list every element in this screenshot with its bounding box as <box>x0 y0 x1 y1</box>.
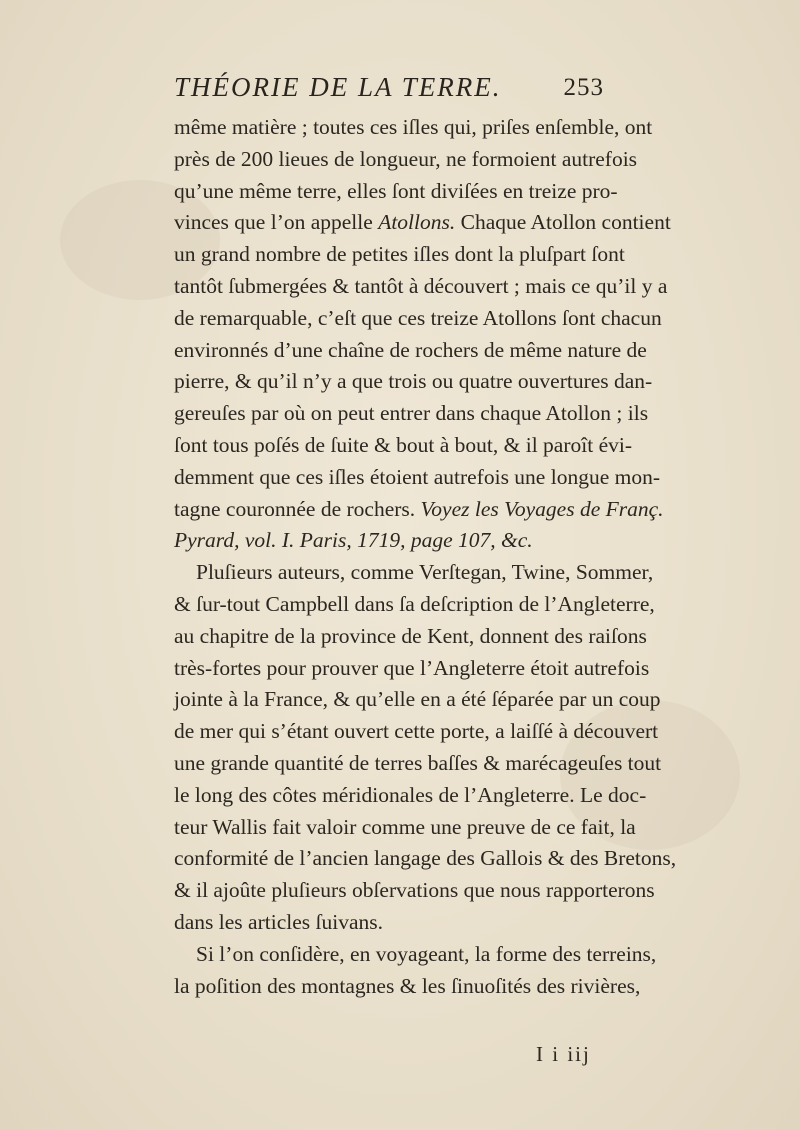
text-line: demment que ces iſles étoient autrefois une longue mon- <box>174 464 660 489</box>
text-line: de mer qui s’étant ouvert cette porte, a laiſſé à découvert <box>174 719 659 744</box>
text-line: & ſur-tout Campbell dans ſa deſcription de l’Angleterre, <box>174 591 655 616</box>
text-line: tantôt ſubmergées & tantôt à découvert ; mais ce qu’il y a <box>174 273 668 298</box>
reference-line: Pyrard, vol. I. Paris, 1719, page 107, &c. <box>174 528 533 553</box>
text-line: & il ajoûte pluſieurs obſervations que nous rapporterons <box>174 878 655 903</box>
text-line <box>174 207 671 239</box>
text-line: teur Wallis fait valoir comme une preuve de ce fait, la <box>174 814 636 839</box>
text-line: ſont tous poſés de ſuite & bout à bout, & il paroît évi- <box>174 432 633 457</box>
text-segment: vinces que l’on appelle <box>174 210 373 235</box>
text-line: Pluſieurs auteurs, comme Verſtegan, Twine, Sommer, <box>196 560 654 585</box>
text-line: la poſition des montagnes & les ſinuoſités des rivières, <box>174 973 641 998</box>
running-title: THÉORIE DE LA TERRE. <box>174 72 502 102</box>
page-header <box>174 72 604 108</box>
text-line <box>174 494 664 526</box>
text-line: un grand nombre de petites iſles dont la pluſpart ſont <box>174 242 625 267</box>
text-line: une grande quantité de terres baſſes & marécageuſes tout <box>174 750 662 775</box>
text-line: Si l’on conſidère, en voyageant, la forme des terreins, <box>196 941 657 966</box>
text-line: qu’une même terre, elles ſont diviſées en treize pro- <box>174 178 618 203</box>
text-line: de remarquable, c’eſt que ces treize Atollons ſont chacun <box>174 305 662 330</box>
text-segment: tagne couronnée de rochers. <box>174 496 416 521</box>
page-number: 253 <box>563 74 604 101</box>
text-line: au chapitre de la province de Kent, donnent des raiſons <box>174 623 647 648</box>
text-segment: Chaque Atollon contient <box>460 210 671 235</box>
signature-mark: I i iij <box>536 1042 591 1066</box>
text-line: le long des côtes méridionales de l’Angleterre. Le doc- <box>174 782 647 807</box>
text-line: conformité de l’ancien langage des Gallois & des Bretons, <box>174 846 677 871</box>
text-line: jointe à la France, & qu’elle en a été ſéparée par un coup <box>174 687 661 712</box>
text-line: environnés d’une chaîne de rochers de même nature de <box>174 337 647 362</box>
italic-term: Atollons. <box>378 210 456 235</box>
text-line: gereuſes par où on peut entrer dans chaque Atollon ; ils <box>174 401 649 426</box>
text-line: près de 200 lieues de longueur, ne formoient autrefois <box>174 146 638 171</box>
italic-reference: Voyez les Voyages de Franç. <box>420 496 664 521</box>
text-line: pierre, & qu’il n’y a que trois ou quatre ouvertures dan- <box>174 369 653 394</box>
text-line: dans les articles ſuivans. <box>174 909 383 934</box>
text-line: même matière ; toutes ces iſles qui, priſes enſemble, ont <box>174 115 653 139</box>
text-line: très-fortes pour prouver que l’Angleterre étoit autrefois <box>174 655 650 680</box>
body-text <box>174 112 677 1002</box>
